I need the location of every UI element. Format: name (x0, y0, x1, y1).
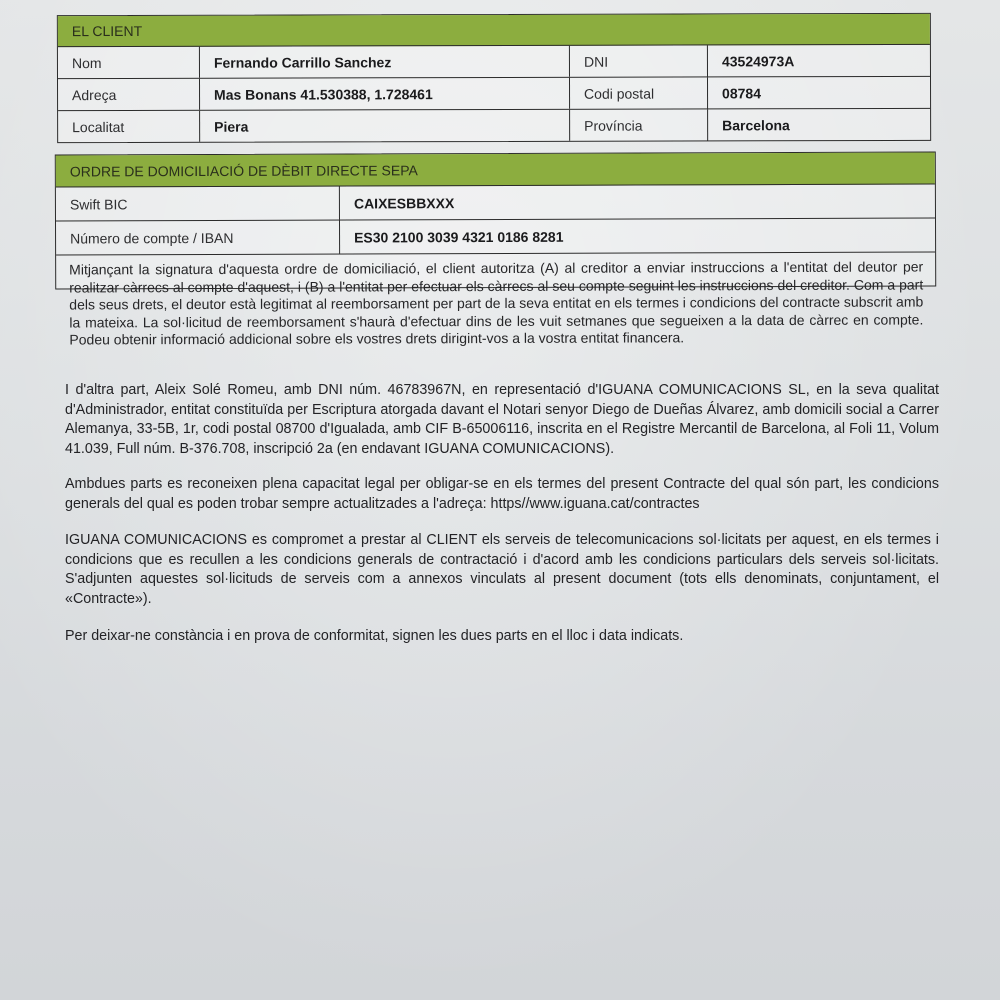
services-paragraph: IGUANA COMUNICACIONS es compromet a prestar al CLIENT els serveis de telecomunicacions sol·licitats per aquest, en els termes i condicions que es recullen a les condicions generals de contractació i d'acord amb les condicions particulars dels serveis sol·licitats. S'adjunten aquestes sol·licituds de serveis com a annexos vinculats al present document (tots ells denominats, conjuntament, el «Contracte»). (65, 532, 939, 607)
client-row-name (58, 45, 930, 79)
locality-label: Localitat (58, 111, 200, 142)
locality-value: Piera (200, 110, 570, 142)
postal-code-value: 08784 (722, 84, 761, 101)
swift-label: Swift BIC (56, 187, 340, 221)
client-row-address (58, 77, 930, 111)
client-row-locality (58, 109, 930, 142)
sepa-row-swift (56, 184, 935, 221)
iban-value: ES30 2100 3039 4321 0186 8281 (354, 228, 564, 245)
sepa-row-iban (56, 218, 935, 255)
province-value: Barcelona (722, 116, 790, 133)
name-value: Fernando Carrillo Sanchez (200, 46, 570, 78)
dni-label: DNI (570, 45, 708, 76)
postal-code-label: Codi postal (570, 77, 708, 108)
client-table (57, 13, 931, 143)
conformity-paragraph: Per deixar-ne constància i en prova de conformitat, signen les dues parts en el lloc i data indicats. (65, 628, 684, 644)
swift-value: CAIXESBBXXX (353, 194, 455, 211)
sepa-table (55, 151, 936, 348)
legal-capacity-paragraph: Ambdues parts es reconeixen plena capacitat legal per obligar-se en els termes del present Contracte del qual són part, les condicions generals del qual es poden trobar sempre actualitzades a l'adreça: https//www.iguana.cat/contractes (65, 476, 939, 512)
sepa-row-text (56, 252, 935, 348)
province-label: Província (570, 109, 708, 140)
client-table-header: EL CLIENT (58, 14, 930, 47)
address-label: Adreça (58, 79, 200, 110)
dni-value: 43524973A (721, 52, 795, 69)
address-value: Mas Bonans 41.530388, 1.728461 (200, 78, 570, 110)
iban-label: Número de compte / IBAN (56, 221, 340, 255)
name-label: Nom (58, 47, 200, 78)
sepa-table-header: ORDRE DE DOMICILIACIÓ DE DÈBIT DIRECTE SEPA (56, 152, 935, 187)
sepa-authorization-text: Mitjançant la signatura d'aquesta ordre de domiciliació, el client autoritza (A) al creditor a enviar instruccions a l'entitat del deutor per realitzar càrrecs al compte d'aquest, i (B) a l'entitat per efectuar els càrrecs al seu compte seguint les instruccions del creditor. Com a part dels seus drets, el deutor està legitimat al reemborsament per part de la seva entitat en els termes i condicions del contracte subscrit amb la mateixa. La sol·licitud de reemborsament s'haurà d'efectuar dins de les vuit setmanes que segueixen a la data de càrrec en compte. Podeu obtenir informació addicional sobre els vostres drets dirigint-vos a la vostra entitat financera. (69, 258, 924, 348)
representative-paragraph: I d'altra part, Aleix Solé Romeu, amb DNI núm. 46783967N, en representació d'IGUANA COMUNICACIONS SL, en la seva qualitat d'Administrador, entitat constituïda per Escriptura atorgada davant el Notari senyor Diego de Dueñas Álvarez, amb domicili social a Carrer Alemanya, 33-5B, 1r, codi postal 08700 d'Igualada, amb CIF B-65006116, inscrita en el Registre Mercantil de Barcelona, al Foli 11, Volum 41.039, Full núm. B-376.708, inscripció 2a (en endavant IGUANA COMUNICACIONS). (65, 382, 939, 457)
